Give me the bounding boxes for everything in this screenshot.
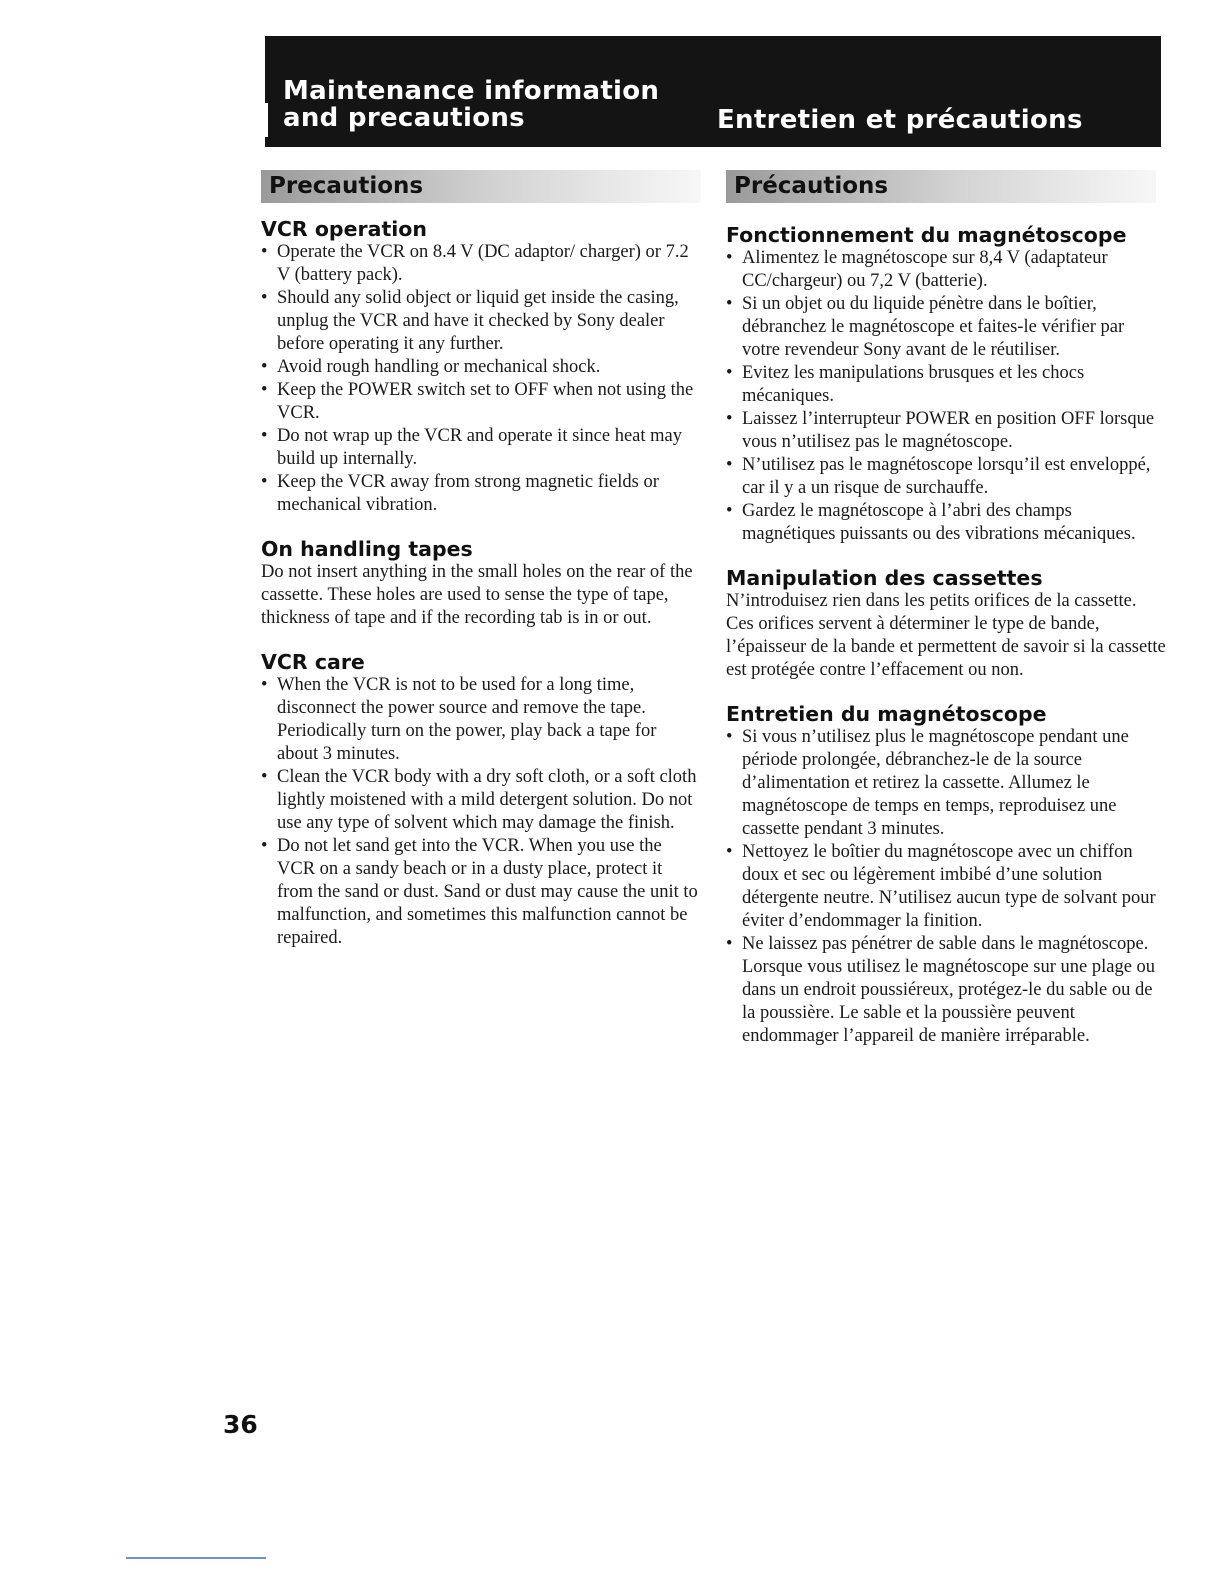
header-divider	[265, 103, 268, 137]
heading-fonctionnement: Fonctionnement du magnétoscope	[726, 223, 1127, 247]
list-item: • Avoid rough handling or mechanical shock.	[261, 356, 701, 379]
list-item: • Alimentez le magnétoscope sur 8,4 V (adaptateur CC/chargeur) ou 7,2 V (batterie).	[726, 247, 1166, 293]
list-item: • When the VCR is not to be used for a long time, disconnect the power source and remove the tape. Periodically turn on the power, play back a tape for about 3 minutes.	[261, 674, 701, 766]
english-column	[261, 170, 701, 950]
heading-handling-tapes: On handling tapes	[261, 537, 473, 561]
page-number: 36	[223, 1410, 258, 1439]
header-bar	[265, 36, 1161, 147]
paragraph-manipulation: N’introduisez rien dans les petits orifices de la cassette. Ces orifices servent à déterminer le type de bande, l’épaisseur de la bande et permettent de savoir si la cassette est protégée contre l’effacement ou non.	[726, 591, 1166, 680]
list-item: • N’utilisez pas le magnétoscope lorsqu’il est enveloppé, car il y a un risque de surchauffe.	[726, 454, 1166, 500]
list-fonctionnement	[726, 247, 1166, 546]
list-item: • Should any solid object or liquid get inside the casing, unplug the VCR and have it checked by Sony dealer before operating it any further.	[261, 287, 701, 356]
heading-manipulation: Manipulation des cassettes	[726, 566, 1043, 590]
heading-entretien: Entretien du magnétoscope	[726, 702, 1047, 726]
list-item: • Ne laissez pas pénétrer de sable dans le magnétoscope. Lorsque vous utilisez le magnétoscope sur une plage ou dans un endroit poussiéreux, protégez-le du sable ou de la poussière. Le sable et la poussière peuvent endommager l’appareil de manière irréparable.	[726, 933, 1166, 1048]
section-title-precautions: Precautions	[261, 170, 701, 203]
list-item: • Laissez l’interrupteur POWER en position OFF lorsque vous n’utilisez pas le magnétoscope.	[726, 408, 1166, 454]
list-item: • Do not let sand get into the VCR. When you use the VCR on a sandy beach or in a dusty place, protect it from the sand or dust. Sand or dust may cause the unit to malfunction, and sometimes this malfunction cannot be repaired.	[261, 835, 701, 950]
list-item: • Do not wrap up the VCR and operate it since heat may build up internally.	[261, 425, 701, 471]
section-title-precautions-fr: Précautions	[726, 170, 1156, 203]
list-item: • Clean the VCR body with a dry soft cloth, or a soft cloth lightly moistened with a mild detergent solution. Do not use any type of solvent which may damage the finish.	[261, 766, 701, 835]
list-item: • Si un objet ou du liquide pénètre dans le boîtier, débranchez le magnétoscope et faites-le vérifier par votre revendeur Sony avant de le réutiliser.	[726, 293, 1166, 362]
list-item: • Keep the POWER switch set to OFF when not using the VCR.	[261, 379, 701, 425]
list-vcr-operation	[261, 241, 701, 517]
list-item: • Keep the VCR away from strong magnetic fields or mechanical vibration.	[261, 471, 701, 517]
list-item: • Operate the VCR on 8.4 V (DC adaptor/ charger) or 7.2 V (battery pack).	[261, 241, 701, 287]
list-item: • Evitez les manipulations brusques et les chocs mécaniques.	[726, 362, 1166, 408]
list-item: • Si vous n’utilisez plus le magnétoscope pendant une période prolongée, débranchez-le de la source d’alimentation et retirez la cassette. Allumez le magnétoscope de temps en temps, reproduisez une cassette pendant 3 minutes.	[726, 726, 1166, 841]
list-item: • Nettoyez le boîtier du magnétoscope avec un chiffon doux et sec ou légèrement imbibé d’une solution détergente neutre. N’utilisez aucun type de solvant pour éviter d’endommager la finition.	[726, 841, 1166, 933]
header-title-english-line1: Maintenance information	[283, 76, 660, 106]
list-item: • Gardez le magnétoscope à l’abri des champs magnétiques puissants ou des vibrations mécaniques.	[726, 500, 1166, 546]
heading-vcr-operation: VCR operation	[261, 217, 427, 241]
list-entretien	[726, 726, 1166, 1048]
heading-vcr-care: VCR care	[261, 650, 365, 674]
header-title-english	[283, 78, 659, 132]
paragraph-handling-tapes: Do not insert anything in the small holes on the rear of the cassette. These holes are used to sense the type of tape, thickness of tape and if the recording tab is in or out.	[261, 562, 693, 628]
header-title-french: Entretien et précautions	[717, 105, 1083, 135]
list-vcr-care	[261, 674, 701, 950]
footer-rule	[126, 1557, 266, 1559]
french-column	[726, 170, 1166, 1048]
header-title-english-line2: and precautions	[283, 103, 525, 133]
